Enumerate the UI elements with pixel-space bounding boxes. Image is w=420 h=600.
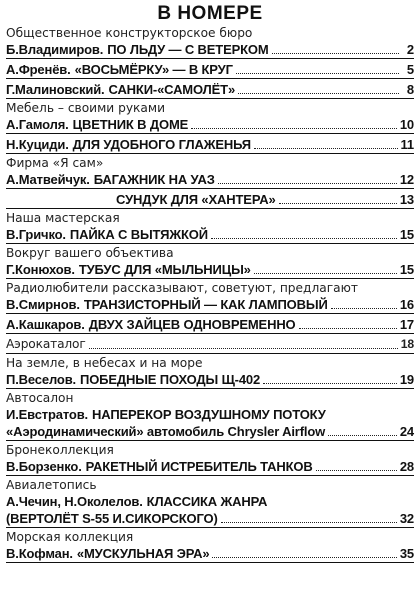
toc-entry-row [6, 296, 414, 313]
dot-leader [263, 383, 397, 384]
entry-author: А.Френёв. [6, 62, 71, 77]
divider-rule [6, 562, 414, 563]
section-heading: Общественное конструкторское бюро [6, 26, 253, 40]
page-number: 15 [399, 262, 414, 277]
entry-text [6, 545, 209, 562]
section-heading: Авиалетопись [6, 478, 97, 492]
entry-title: КЛАССИКА ЖАНРА [146, 494, 268, 509]
entry-text [116, 191, 276, 208]
entry-text [6, 423, 325, 440]
section-heading-text: Аэрокаталог [6, 337, 86, 351]
entry-author: А.Чечин, Н.Околелов. [6, 494, 143, 509]
toc-entry-row [6, 136, 414, 153]
page-number: 12 [399, 172, 414, 187]
page-number: 18 [400, 337, 414, 351]
section-heading: Наша мастерская [6, 211, 120, 225]
entry-text [6, 81, 235, 98]
dot-leader [328, 435, 397, 436]
entry-title: БАГАЖНИК НА УАЗ [93, 172, 215, 187]
dot-leader [218, 183, 397, 184]
entry-title: ПОБЕДНЫЕ ПОХОДЫ Щ-402 [80, 372, 261, 387]
table-of-contents [0, 26, 420, 563]
page-number: 17 [399, 317, 414, 332]
toc-entry-row [6, 458, 414, 475]
entry-title: ТУБУС ДЛЯ «МЫЛЬНИЦЫ» [78, 262, 251, 277]
dot-leader [191, 128, 397, 129]
dot-leader [236, 73, 399, 74]
dot-leader [254, 148, 398, 149]
entry-text [6, 510, 218, 527]
entry-text [6, 171, 215, 188]
divider-rule [6, 153, 414, 154]
entry-author: А.Матвейчук. [6, 172, 90, 187]
divider-rule [6, 278, 414, 279]
entry-author: В.Смирнов. [6, 297, 80, 312]
divider-rule [6, 208, 414, 209]
dot-leader [279, 203, 397, 204]
page-number: 16 [399, 297, 414, 312]
entry-text [6, 226, 208, 243]
toc-entry[interactable] [6, 545, 414, 562]
page-title: В НОМЕРЕ [157, 3, 263, 24]
toc-entry-row [6, 423, 414, 440]
dot-leader [212, 557, 396, 558]
entry-title: «ВОСЬМЁРКУ» — В КРУГ [74, 62, 233, 77]
entry-author: Г.Конюхов. [6, 262, 75, 277]
entry-text [6, 371, 260, 388]
section-heading: Фирма «Я сам» [6, 156, 104, 170]
toc-entry[interactable] [6, 296, 414, 313]
toc-entry[interactable] [6, 61, 414, 78]
toc-entry[interactable] [6, 116, 414, 133]
entry-subtitle: «Аэродинамический» автомобиль Chrysler Airflow [6, 424, 326, 439]
dot-leader [299, 328, 397, 329]
entry-text [6, 406, 326, 423]
page-number: 24 [399, 424, 414, 439]
entry-text [6, 493, 267, 510]
divider-rule [6, 98, 414, 99]
section-heading: Бронеколлекция [6, 443, 114, 457]
section-heading: Мебель – своими руками [6, 101, 165, 115]
entry-title: ЦВЕТНИК В ДОМЕ [72, 117, 189, 132]
toc-entry[interactable] [6, 41, 414, 58]
entry-text [6, 136, 251, 153]
section-heading: Автосалон [6, 391, 74, 405]
entry-title: САНКИ-«САМОЛЁТ» [108, 82, 236, 97]
section-heading: Вокруг вашего объектива [6, 246, 174, 260]
section-heading: Морская коллекция [6, 530, 134, 544]
toc-entry[interactable] [6, 406, 414, 440]
divider-rule [6, 58, 414, 59]
entry-author: Б.Владимиров. [6, 42, 104, 57]
divider-rule [6, 78, 414, 79]
entry-text [6, 41, 269, 58]
toc-entry-row [6, 261, 414, 278]
entry-author: А.Кашкаров. [6, 317, 85, 332]
page-number: 19 [399, 372, 414, 387]
entry-title: ТРАНЗИСТОРНЫЙ — КАК ЛАМПОВЫЙ [83, 297, 328, 312]
entry-title: РАКЕТНЫЙ ИСТРЕБИТЕЛЬ ТАНКОВ [85, 459, 313, 474]
page-number: 13 [399, 192, 414, 207]
entry-author: П.Веселов. [6, 372, 76, 387]
toc-entry[interactable] [6, 171, 414, 188]
entry-title: НАПЕРЕКОР ВОЗДУШНОМУ ПОТОКУ [92, 407, 326, 422]
toc-entry-row [6, 493, 414, 510]
dot-leader [211, 238, 397, 239]
entry-text [6, 458, 313, 475]
toc-entry-row [6, 371, 414, 388]
toc-entry-row [6, 81, 414, 98]
toc-entry-row [6, 510, 414, 527]
page-number: 32 [399, 511, 414, 526]
dot-leader [89, 348, 398, 349]
dot-leader [238, 93, 399, 94]
toc-entry[interactable] [6, 316, 414, 333]
entry-title: «МУСКУЛЬНАЯ ЭРА» [76, 546, 210, 561]
toc-entry-row [6, 406, 414, 423]
divider-rule [6, 388, 414, 389]
divider-rule [6, 133, 414, 134]
toc-entry[interactable] [6, 371, 414, 388]
page-number: 28 [399, 459, 414, 474]
entry-text [6, 296, 328, 313]
entry-text [6, 116, 188, 133]
toc-entry-row [6, 545, 414, 562]
entry-title: СУНДУК ДЛЯ «ХАНТЕРА» [116, 192, 276, 207]
entry-subtitle: (ВЕРТОЛЁТ S-55 И.СИКОРСКОГО) [6, 511, 218, 526]
page-number: 8 [406, 82, 414, 97]
entry-author: Н.Куциди. [6, 137, 69, 152]
entry-author: И.Евстратов. [6, 407, 89, 422]
toc-entry[interactable] [6, 226, 414, 243]
toc-entry-row [6, 191, 414, 208]
dot-leader [272, 53, 399, 54]
toc-entry[interactable] [6, 191, 414, 208]
divider-rule [6, 188, 414, 189]
toc-entry-row [6, 226, 414, 243]
entry-text [6, 316, 296, 333]
section-heading: Радиолюбители рассказывают, советуют, предлагают [6, 281, 358, 295]
dot-leader [254, 273, 397, 274]
toc-entry[interactable] [6, 261, 414, 278]
entry-author: В.Борзенко. [6, 459, 82, 474]
toc-entry-row [6, 316, 414, 333]
divider-rule [6, 527, 414, 528]
toc-entry-row [6, 116, 414, 133]
section-heading: На земле, в небесах и на море [6, 356, 203, 370]
divider-rule [6, 313, 414, 314]
page-number: 5 [406, 62, 414, 77]
entry-author: В.Гричко. [6, 227, 66, 242]
section-heading [6, 336, 414, 353]
divider-rule [6, 475, 414, 476]
page-number: 2 [406, 42, 414, 57]
toc-entry[interactable] [6, 136, 414, 153]
toc-entry-row [6, 41, 414, 58]
dot-leader [316, 470, 397, 471]
entry-title: ДВУХ ЗАЙЦЕВ ОДНОВРЕМЕННО [88, 317, 296, 332]
toc-entry-row [6, 61, 414, 78]
toc-entry[interactable] [6, 81, 414, 98]
divider-rule [6, 243, 414, 244]
toc-entry-row [6, 171, 414, 188]
divider-rule [6, 440, 414, 441]
divider-rule [6, 353, 414, 354]
toc-entry[interactable] [6, 458, 414, 475]
divider-rule [6, 333, 414, 334]
entry-author: В.Кофман. [6, 546, 73, 561]
dot-leader [331, 308, 397, 309]
page-number: 10 [399, 117, 414, 132]
entry-title: ДЛЯ УДОБНОГО ГЛАЖЕНЬЯ [72, 137, 251, 152]
entry-author: А.Гамоля. [6, 117, 69, 132]
entry-text [6, 61, 233, 78]
entry-title: ПО ЛЬДУ — С ВЕТЕРКОМ [107, 42, 269, 57]
entry-author: Г.Малиновский. [6, 82, 105, 97]
page-number: 15 [399, 227, 414, 242]
entry-title: ПАЙКА С ВЫТЯЖКОЙ [69, 227, 208, 242]
entry-text [6, 261, 251, 278]
page-number: 35 [399, 546, 414, 561]
toc-entry[interactable] [6, 493, 414, 527]
page-number: 11 [400, 137, 414, 152]
dot-leader [221, 522, 397, 523]
